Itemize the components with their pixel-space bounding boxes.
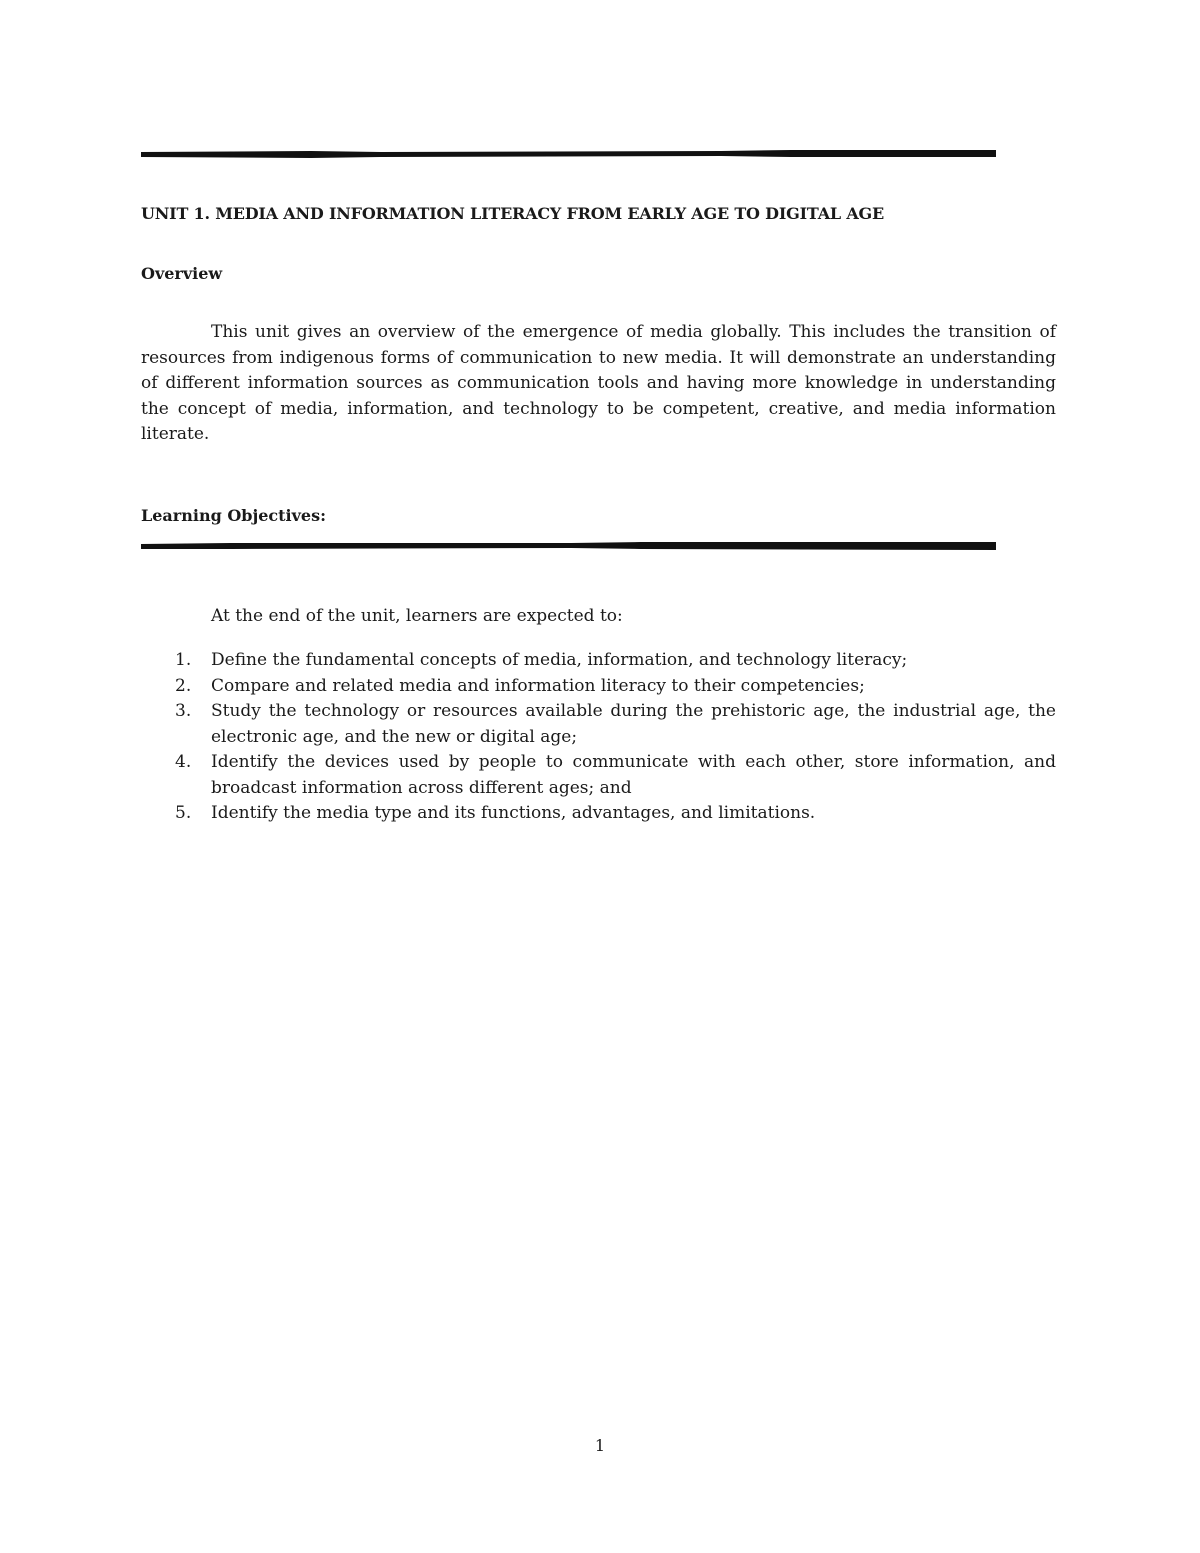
objectives-intro: At the end of the unit, learners are expected to:	[211, 606, 623, 626]
objective-number: 5.	[175, 803, 192, 823]
objective-number: 2.	[175, 675, 192, 696]
objective-item	[141, 648, 1056, 674]
overview-paragraph: This unit gives an overview of the emergence of media globally. This includes the transition of resources from indigenous forms of communication to new media. It will demonstrate an understanding of different information sources as communication tools and having more knowledge in understanding the concept of media, information, and technology to be competent, creative, and media information literate.	[141, 322, 1056, 444]
learning-objectives-heading: Learning Objectives:	[141, 506, 327, 525]
objective-number: 1.	[175, 650, 192, 670]
objectives-divider-graphic	[141, 542, 996, 550]
objective-number: 3.	[175, 701, 192, 721]
top-divider-rule	[141, 150, 996, 158]
objective-text: Identify the devices used by people to communicate with each other, store information, and broadcast information across different ages; and	[211, 752, 1056, 798]
objective-item	[141, 699, 1056, 750]
objective-number: 4.	[175, 752, 192, 772]
objective-text: Compare and related media and information literacy to their competencies;	[211, 675, 865, 696]
objective-text: Study the technology or resources available during the prehistoric age, the industrial age, the electronic age, and the new or digital age;	[211, 701, 1056, 747]
objective-item	[141, 674, 1056, 700]
overview-heading: Overview	[141, 264, 223, 283]
objective-item	[141, 801, 1056, 827]
unit-title: UNIT 1. MEDIA AND INFORMATION LITERACY FROM EARLY AGE TO DIGITAL AGE	[141, 204, 885, 223]
objective-item	[141, 750, 1056, 801]
top-divider-graphic	[141, 150, 996, 158]
objectives-list	[141, 648, 1056, 827]
objective-text: Identify the media type and its functions, advantages, and limitations.	[211, 803, 816, 823]
objectives-divider-rule	[141, 542, 996, 550]
page-number: 1	[594, 1436, 606, 1455]
objective-text: Define the fundamental concepts of media, information, and technology literacy;	[211, 650, 908, 670]
